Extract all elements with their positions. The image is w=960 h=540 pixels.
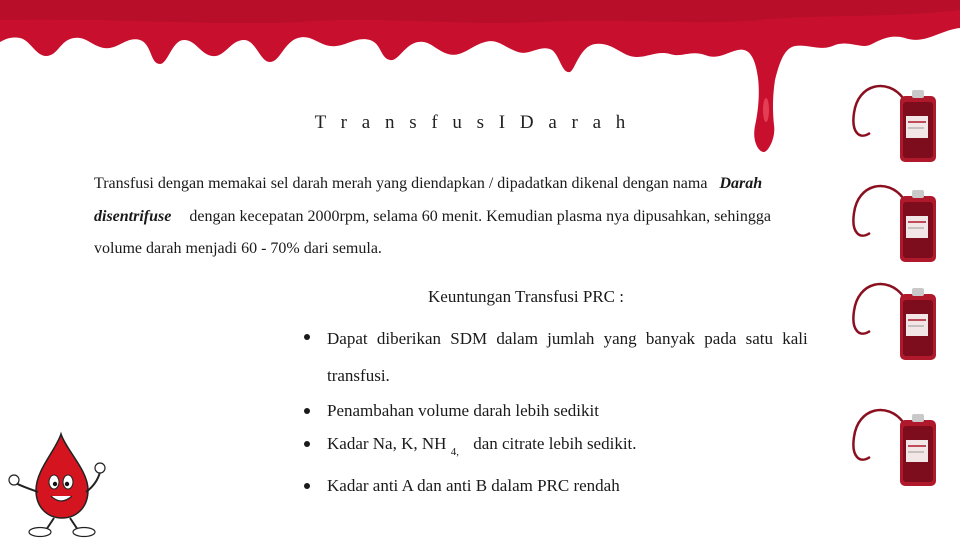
benefit-text: Penambahan volume darah lebih sedikit [327, 401, 599, 420]
blood-drip-icon [0, 0, 960, 170]
paragraph-part1: Transfusi dengan memakai sel darah merah yang diendapkan / dipadatkan dikenal dengan nama [94, 175, 708, 192]
list-item [302, 427, 812, 469]
bullet-icon [304, 441, 310, 447]
benefit-subscript: 4, [450, 446, 459, 458]
bullet-icon [304, 483, 310, 489]
bullet-icon [304, 334, 310, 340]
list-item [302, 394, 812, 427]
list-item [302, 469, 812, 502]
benefit-text: Kadar anti A dan anti B dalam PRC rendah [327, 476, 620, 495]
blood-bag-icon [848, 276, 943, 384]
blood-bag-icon [848, 402, 943, 510]
list-item [302, 320, 812, 394]
benefit-text-rest: dan citrate lebih sedikit. [473, 434, 637, 453]
bullet-icon [304, 408, 310, 414]
page-title: T r a n s f u s I D a r a h [314, 112, 631, 133]
benefits-list [302, 320, 812, 502]
benefits-heading: Keuntungan Transfusi PRC : [428, 287, 624, 306]
blood-bag-icon [848, 178, 943, 286]
benefit-text: Dapat diberikan SDM dalam jumlah yang banyak pada satu kali transfusi. [327, 329, 808, 385]
blood-bag-icon [848, 78, 943, 186]
description-paragraph [94, 168, 804, 266]
paragraph-emphasis: Darah disentrifuse [94, 175, 763, 225]
blood-drop-mascot-icon [6, 430, 106, 538]
benefit-text: Kadar Na, K, NH [327, 434, 447, 453]
paragraph-part2: dengan kecepatan 2000rpm, selama 60 menit. Kemudian plasma nya dipusahkan, sehingga volume darah menjadi 60 - 70% dari semula. [94, 207, 771, 257]
